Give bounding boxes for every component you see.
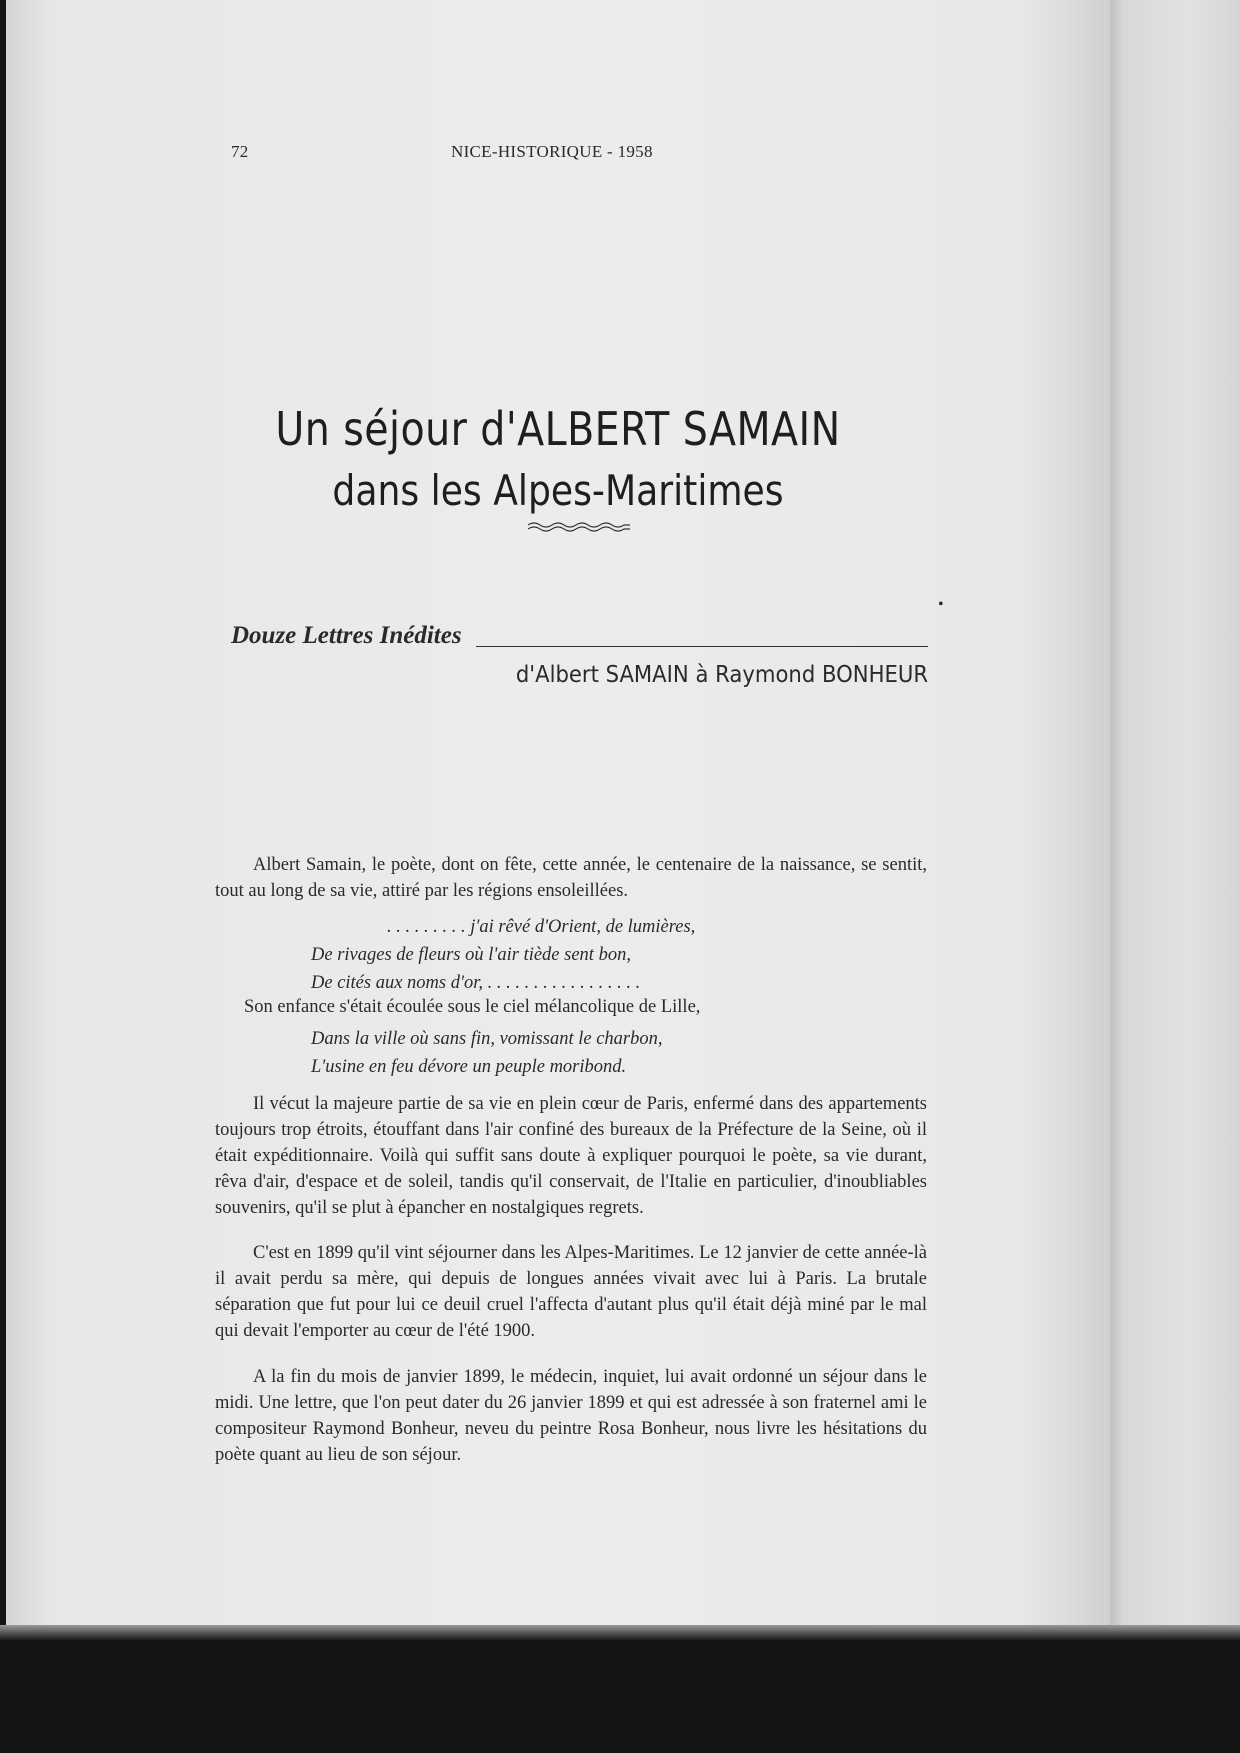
subtitle-author-line: d'Albert SAMAIN à Raymond BONHEUR <box>515 662 928 688</box>
paragraph-4-text: C'est en 1899 qu'il vint séjourner dans les Alpes-Maritimes. Le 12 janvier de cette année-là il avait perdu sa mère, qui depuis de longues années vivait avec lui à Paris. La brutale séparation que fut pour lui ce deuil cruel l'affecta d'autant plus qu'il était déjà miné par le mal qui devait l'emporter au cœur de l'été 1900. <box>215 1243 927 1341</box>
subtitle-rule <box>476 646 928 647</box>
page-bottom-edge <box>0 1625 1240 1641</box>
document-page <box>6 0 1110 1632</box>
paragraph-2-text: Son enfance s'était écoulée sous le ciel mélancolique de Lille, <box>244 997 701 1017</box>
paragraph-5-text: A la fin du mois de janvier 1899, le médecin, inquiet, lui avait ordonné un séjour dans le midi. Une lettre, que l'on peut dater du 26 janvier 1899 et qui est adressée à son fraternel ami le compositeur Raymond Bonheur, neveu du peintre Rosa Bonheur, nous livre les hésitations du poète quant au lieu de son séjour. <box>215 1367 927 1465</box>
adjacent-page-edge <box>1108 0 1240 1640</box>
verse-line-3: De cités aux noms d'or, . . . . . . . . . . . . . . . . . <box>311 973 641 993</box>
paragraph-2 <box>215 994 927 1020</box>
subtitle-script: Douze Lettres Inédites <box>231 622 462 649</box>
paragraph-3 <box>215 1091 927 1221</box>
paragraph-5 <box>215 1364 927 1468</box>
page-number: 72 <box>231 142 249 161</box>
verse-block-1 <box>215 913 927 997</box>
article-title-line1: Un séjour d'ALBERT SAMAIN <box>275 402 841 456</box>
paragraph-1 <box>215 852 927 904</box>
stray-mark: • <box>938 596 944 613</box>
paragraph-3-text: Il vécut la majeure partie de sa vie en plein cœur de Paris, enfermé dans des appartements toujours trop étroits, étouffant dans l'air confiné des bureaux de la Préfecture de la Seine, où il était expéditionnaire. Voilà qui suffit sans doute à expliquer pourquoi le poète, sa vie durant, rêva d'air, d'espace et de soleil, tandis qu'il conservait, de l'Italie en particulier, d'inoubliables souvenirs, qu'il se plut à épancher en nostalgiques regrets. <box>215 1094 927 1218</box>
article-title-line2: dans les Alpes-Maritimes <box>332 466 784 515</box>
verse-line-4: Dans la ville où sans fin, vomissant le charbon, <box>311 1029 663 1049</box>
journal-title: NICE-HISTORIQUE - 1958 <box>451 142 653 161</box>
verse-line-5: L'usine en feu dévore un peuple moribond. <box>311 1057 627 1077</box>
title-ornament-flourish <box>526 520 632 534</box>
paragraph-4 <box>215 1240 927 1344</box>
verse-line-2: De rivages de fleurs où l'air tiède sent bon, <box>311 945 631 965</box>
paragraph-1-text: Albert Samain, le poète, dont on fête, cette année, le centenaire de la naissance, se sentit, tout au long de sa vie, attiré par les régions ensoleillées. <box>215 855 927 901</box>
verse-block-2 <box>215 1025 927 1081</box>
verse-line-1: . . . . . . . . . j'ai rêvé d'Orient, de lumières, <box>387 917 696 937</box>
